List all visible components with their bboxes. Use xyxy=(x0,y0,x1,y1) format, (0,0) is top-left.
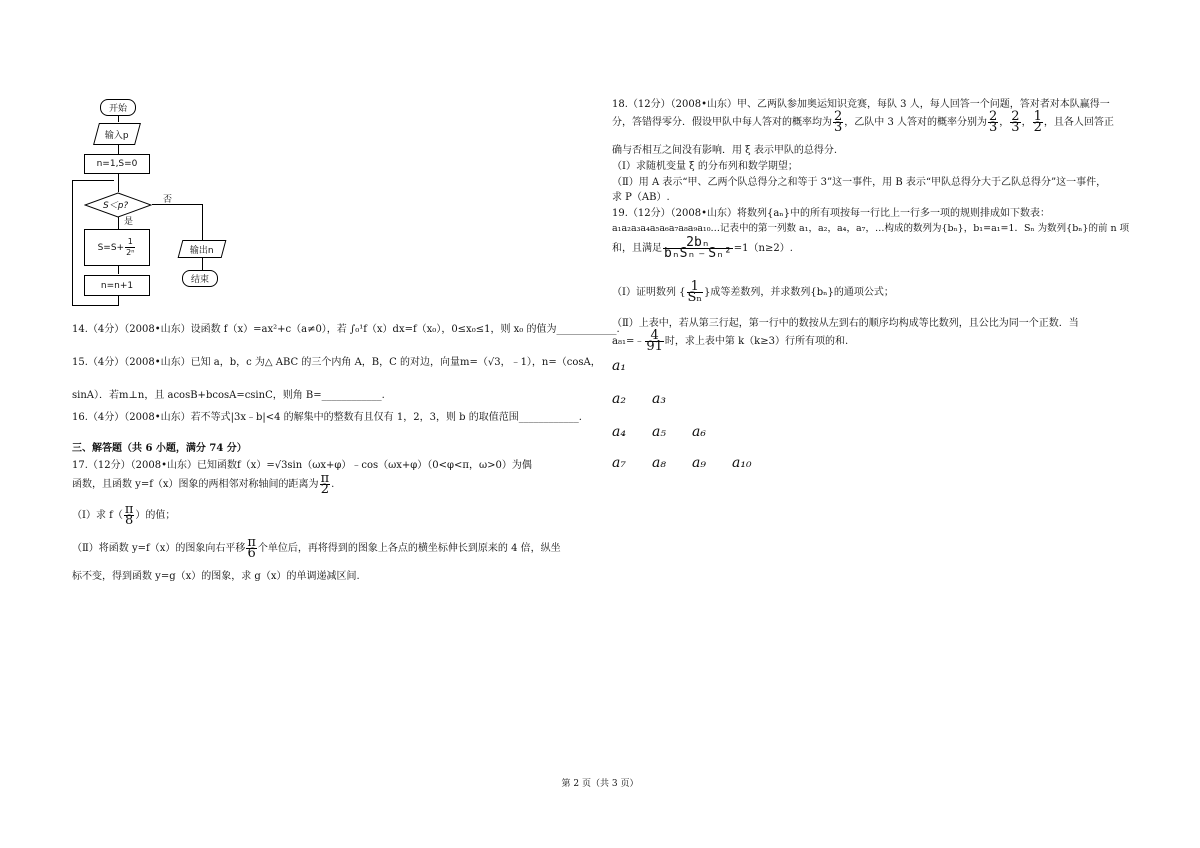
flowchart-cond-label: S＜p? xyxy=(103,201,129,211)
question-18-line2: 分，答错得零分．假设甲队中每人答对的概率均为 $\frac{2}{3}$ ，乙队中 3 人答对的概率分别为 $\frac{2}{3}$ ， $\frac{2}{3}$ ， $\frac{1}{2}$ ，且各人回答正 xyxy=(612,109,1114,135)
question-19-part2-cont: a₈₁=﹣ $\frac{4}{91}$ 时，求上表中第 k（k≥3）行所有项的和. xyxy=(612,328,849,354)
question-17-line1: 17.（12分）（2008•山东）已知函数f（x）=√3sin（ωx+φ）﹣cos（ωx+φ）（0<φ<π，ω>0）为偶 xyxy=(72,460,532,471)
question-19-part2: （Ⅱ）上表中，若从第三行起，第一行中的数按从左到右的顺序均构成等比数列，且公比为同一个正数．当 xyxy=(612,318,1079,329)
table-cell: a₉ xyxy=(692,455,706,471)
question-19-line1: 19.（12分）（2008•山东）将数列{aₙ}中的所有项按每一行比上一行多一项的规则排成如下数表： xyxy=(612,208,1050,219)
question-17-part2-cont: 标不变，得到函数 y=g（x）的图象，求 g（x）的单调递减区间. xyxy=(72,571,360,582)
question-15-line2: sinA）．若m⊥n，且 acosB+bcosA=csinC，则角 B=____________. xyxy=(72,390,385,401)
flowchart-yes-label: 是 xyxy=(124,217,134,227)
question-18-line3: 确与否相互之间没有影响．用 ξ 表示甲队的总得分. xyxy=(612,145,838,156)
question-14: 14.（4分）（2008•山东）设函数 f（x）=ax²+c（a≠0），若 ∫₀¹f（x）dx=f（x₀），0≤x₀≤1，则 x₀ 的值为____________. xyxy=(72,324,620,335)
flowchart-start: 开始 xyxy=(100,99,136,116)
question-19-part1: （Ⅰ）证明数列 { $\frac{1}{\text{Sₙ}}$ }成等差数列，并求数列{bₙ}的通项公式； xyxy=(612,279,894,305)
table-cell: a₁ xyxy=(612,358,626,374)
page-footer: 第 2 页（共 3 页） xyxy=(561,779,639,789)
question-18-part2: （Ⅱ）用 A 表示“甲、乙两个队总得分之和等于 3”这一事件，用 B 表示“甲队总得分大于乙队总得分”这一事件， xyxy=(612,177,1107,188)
question-16: 16.（4分）（2008•山东）若不等式|3x﹣b|<4 的解集中的整数有且仅有 1，2，3，则 b 的取值范围____________. xyxy=(72,412,582,423)
table-cell: a₅ xyxy=(652,424,666,440)
question-17-part1: （Ⅰ）求 f（ $\frac{\pi}{8}$ ）的值； xyxy=(72,502,176,528)
table-cell: a₇ xyxy=(612,455,626,471)
table-cell: a₁₀ xyxy=(732,455,752,471)
flowchart-increment: n=n+1 xyxy=(84,275,150,296)
table-cell: a₄ xyxy=(612,424,626,440)
table-cell: a₈ xyxy=(652,455,666,471)
flowchart-init: n=1,S=0 xyxy=(84,154,150,174)
question-18-line1: 18.（12分）（2008•山东）甲、乙两队参加奥运知识竞赛，每队 3 人，每人回答一个问题，答对者对本队赢得一 xyxy=(612,99,1110,110)
question-15-line1: 15.（4分）（2008•山东）已知 a，b，c 为△ ABC 的三个内角 A，B，C 的对边，向量m=（√3，﹣1），n=（cosA， xyxy=(72,357,601,368)
flowchart-input: 输入p xyxy=(93,123,141,145)
question-18-part1: （Ⅰ）求随机变量 ξ 的分布列和数学期望； xyxy=(612,161,798,172)
flowchart-no-label: 否 xyxy=(163,195,173,205)
flowchart-end: 结束 xyxy=(182,270,218,287)
table-cell: a₆ xyxy=(692,424,706,440)
table-cell: a₃ xyxy=(652,391,666,407)
question-17-line2: 函数，且函数 y=f（x）图象的两相邻对称轴间的距离为 $\frac{\pi}{2}$ . xyxy=(72,471,335,497)
question-18-part2-cont: 求 P（AB）. xyxy=(612,192,670,203)
question-19-line2: a₁a₂a₃a₄a₅a₆a₇a₈a₉a₁₀…记表中的第一列数 a₁，a₂，a₄，a₇，…构成的数列为{bₙ}，b₁=a₁=1．Sₙ 为数列{bₙ}的前 n 项 xyxy=(612,223,1130,234)
flowchart-output: 输出n xyxy=(178,240,227,258)
flowchart-update: S=S+ $\frac{1}{\text{2ⁿ}}$ xyxy=(84,229,150,266)
question-19-line3: 和，且满足 $\frac{\text{2bₙ}}{\text{bₙSₙ﹣Sₙ²}}$ =1（n≥2）. xyxy=(612,235,793,261)
section-title: 三、解答题（共 6 小题，满分 74 分） xyxy=(72,443,247,454)
question-17-part2: （Ⅱ）将函数 y=f（x）的图象向右平移 $\frac{\pi}{6}$ 个单位后，再将得到的图象上各点的横坐标伸长到原来的 4 倍，纵坐 xyxy=(72,535,561,561)
table-cell: a₂ xyxy=(612,391,626,407)
